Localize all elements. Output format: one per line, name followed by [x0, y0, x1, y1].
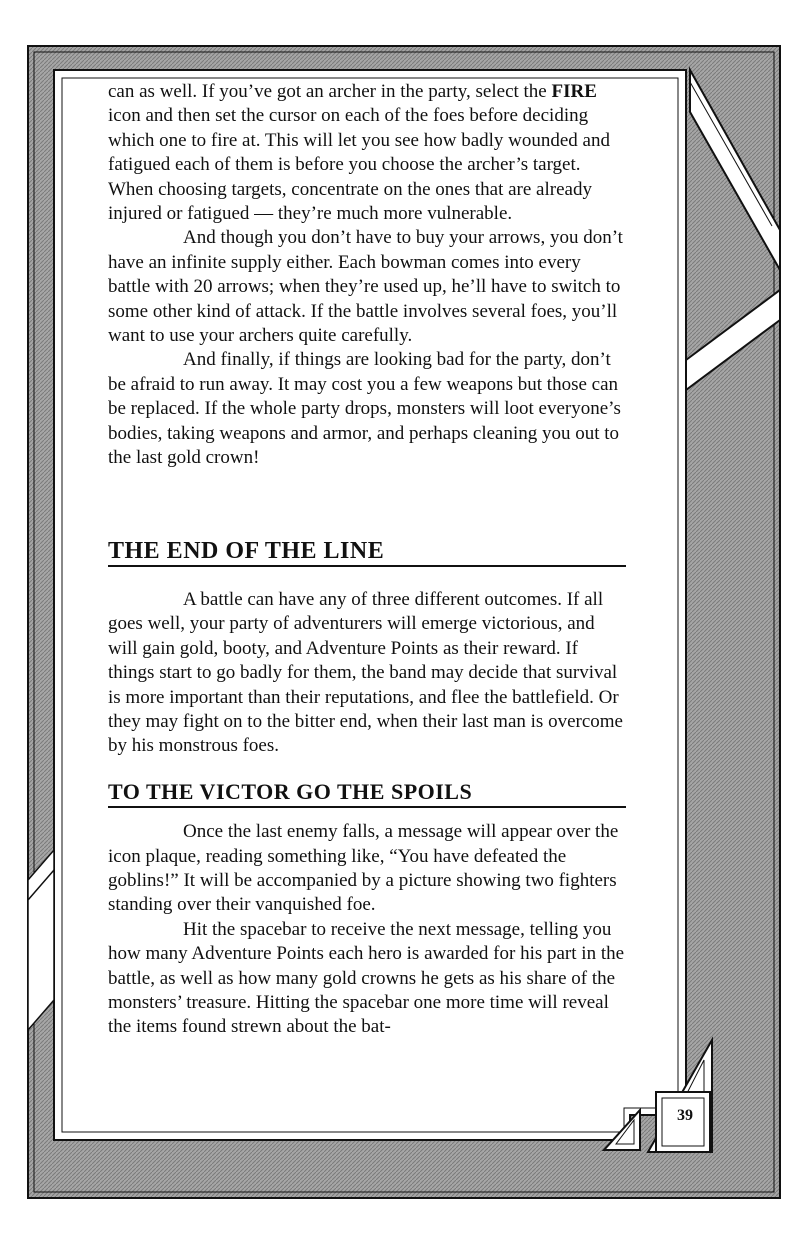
section-heading-end-of-line: THE END OF THE LINE	[108, 539, 626, 567]
paragraph-text: icon and then set the cursor on each of the foes before deciding which one to fire at. This will let you see how badly wounded and fatigued each of them is before you choose the archer’s target. When choosing targets, concentrate on the ones that are already injured or fatigued — they’re much more vulnerable.	[108, 105, 610, 225]
page-text	[108, 80, 626, 1040]
paragraph-victory-message: Once the last enemy falls, a message will appear over the icon plaque, reading something like, “You have defeated the goblins!” It will be accompanied by a picture showing two fighters standing over their vanquished foe.	[108, 821, 619, 916]
paragraph-text: can as well. If you’ve got an archer in the party, select the	[108, 81, 552, 102]
paragraph-archer-targets	[108, 80, 626, 226]
paragraph-arrows: And though you don’t have to buy your arrows, you don’t have an infinite supply either. Each bowman comes into every battle with 20 arrows; when they’re used up, he’ll have to switch to some other kind of attack. If the battle involves several foes, you’ll want to use your archers quite carefully.	[108, 227, 623, 347]
page-number: 39	[677, 1107, 693, 1124]
paragraph-run-away: And finally, if things are looking bad for the party, don’t be afraid to run away. It may cost you a few weapons but those can be replaced. If the whole party drops, monsters will loot everyone’s bodies, taking weapons and armor, and perhaps cleaning you out to the last gold crown!	[108, 349, 621, 469]
fire-keyword: FIRE	[551, 81, 597, 102]
paragraph-spacebar: Hit the spacebar to receive the next message, telling you how many Adventure Points each hero is awarded for his part in the battle, as well as how many gold crowns he gets as his share of the monsters’ treasure. Hitting the spacebar one more time will reveal the items found strewn about the bat-	[108, 918, 625, 1038]
section-heading-victor-spoils: TO THE VICTOR GO THE SPOILS	[108, 780, 626, 808]
paragraph-outcomes: A battle can have any of three different outcomes. If all goes well, your party of adventurers will emerge victorious, and will gain gold, booty, and Adventure Points as their reward. If things start to go badly for them, the band may decide that survival is more important than their reputations, and flee the battlefield. Or they may fight on to the bitter end, when their last man is overcome by his monstrous foes.	[108, 588, 623, 757]
